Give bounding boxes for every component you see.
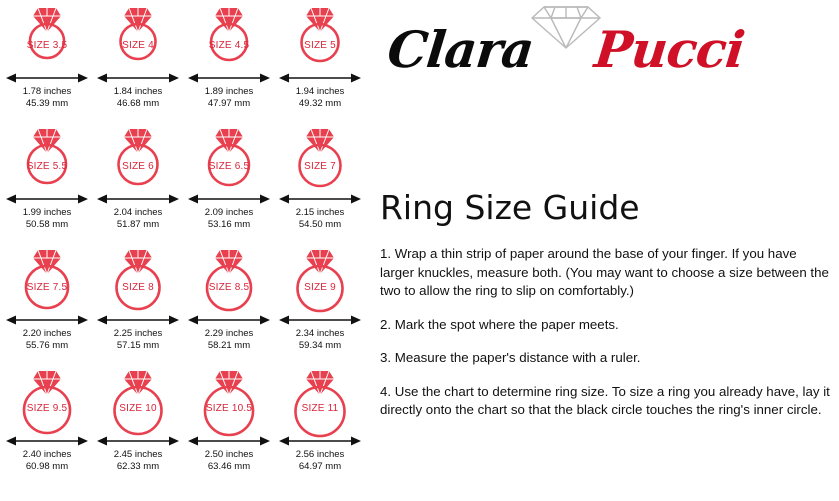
ring-mm: 53.16 mm [207,218,251,230]
ring-mm: 63.46 mm [207,460,251,472]
ring-illustration [93,365,183,439]
ring-size-label: SIZE 10 [119,403,157,414]
ring-illustration [2,244,92,318]
ring-mm: 47.97 mm [207,97,251,109]
measurement-arrow-icon [184,313,274,325]
ring-size-label: SIZE 4.5 [208,40,250,51]
ring-size-cell [184,2,274,123]
ring-svg [93,123,183,197]
ring-inches: 2.45 inches [113,449,163,460]
ring-illustration [184,365,274,439]
ring-measurement [93,328,183,351]
ring-measurement [184,449,274,472]
ring-size-cell [2,2,92,123]
ring-mm: 58.21 mm [207,339,251,351]
ring-measurement [93,207,183,230]
ring-measurement [184,207,274,230]
ring-size-cell [184,123,274,244]
measurement-arrow-icon [93,313,183,325]
ring-mm: 64.97 mm [298,460,342,472]
ring-svg [2,365,92,439]
ring-size-label: SIZE 10.5 [205,403,253,414]
ring-illustration [2,123,92,197]
ring-mm: 51.87 mm [116,218,160,230]
measurement-arrow-icon [2,192,92,204]
ring-inches: 2.20 inches [22,328,72,339]
ring-inches: 1.99 inches [22,207,72,218]
ring-mm: 55.76 mm [25,339,69,351]
ring-measurement [275,449,365,472]
ring-size-cell [2,365,92,486]
ring-size-cell [93,365,183,486]
instruction-step: 1. Wrap a thin strip of paper around the base of your finger. If you have larger knuckles, measure both. (You may want to choose a size between the two to allow the ring to slip on comfortably.) [380,246,829,298]
ring-size-label: SIZE 4 [122,40,154,51]
ring-mm: 49.32 mm [298,97,342,109]
ring-svg [93,244,183,318]
ring-svg [275,244,365,318]
ring-size-label: SIZE 8 [122,282,154,293]
ring-illustration [2,2,92,76]
ring-size-cell [184,365,274,486]
ring-svg [184,365,274,439]
ring-measurement [2,449,92,472]
ring-illustration [184,2,274,76]
ring-svg [2,123,92,197]
ring-inches: 1.78 inches [22,86,72,97]
ring-measurement [2,328,92,351]
ring-mm: 54.50 mm [298,218,342,230]
ring-measurement [184,86,274,109]
measurement-arrow-icon [275,313,365,325]
ring-size-label: SIZE 8.5 [208,282,250,293]
measurement-arrow-icon [275,192,365,204]
ring-size-label: SIZE 3.5 [26,40,68,51]
ring-svg [275,2,365,76]
measurement-arrow-icon [2,71,92,83]
brand-name-first: Clara [384,20,537,79]
ring-svg [275,365,365,439]
measurement-arrow-icon [2,434,92,446]
measurement-arrow-icon [93,71,183,83]
ring-size-cell [275,365,365,486]
ring-inches: 2.04 inches [113,207,163,218]
measurement-arrow-icon [184,192,274,204]
ring-mm: 59.34 mm [298,339,342,351]
instruction-step: 2. Mark the spot where the paper meets. [380,316,619,332]
ring-inches: 2.50 inches [204,449,254,460]
ring-mm: 62.33 mm [116,460,160,472]
ring-size-cell [275,123,365,244]
ring-size-label: SIZE 6 [122,161,154,172]
ring-size-label: SIZE 6.5 [208,161,250,172]
ring-size-cell [93,244,183,365]
ring-size-label: SIZE 5 [304,40,336,51]
ring-measurement [93,449,183,472]
ring-size-label: SIZE 7 [304,161,336,172]
ring-illustration [275,123,365,197]
instruction-step: 4. Use the chart to determine ring size. To size a ring you already have, lay it directly onto the chart so that the black circle touches the ring's inner circle. [380,383,830,417]
ring-mm: 46.68 mm [116,97,160,109]
measurement-arrow-icon [184,434,274,446]
measurement-arrow-icon [275,71,365,83]
ring-measurement [275,207,365,230]
ring-measurement [2,86,92,109]
ring-inches: 1.94 inches [295,86,345,97]
ring-size-cell [93,2,183,123]
ring-illustration [93,123,183,197]
ring-svg [93,2,183,76]
ring-measurement [2,207,92,230]
ring-mm: 57.15 mm [116,339,160,351]
ring-illustration [2,365,92,439]
ring-size-label: SIZE 9 [304,282,336,293]
ring-inches: 2.09 inches [204,207,254,218]
ring-inches: 2.29 inches [204,328,254,339]
ring-size-cell [93,123,183,244]
ring-illustration [93,244,183,318]
ring-measurement [184,328,274,351]
ring-inches: 2.15 inches [295,207,345,218]
ring-size-cell [2,244,92,365]
instruction-list [380,245,830,435]
ring-svg [93,365,183,439]
ring-illustration [275,2,365,76]
ring-mm: 50.58 mm [25,218,69,230]
ring-measurement [275,86,365,109]
ring-size-label: SIZE 9.5 [26,403,68,414]
measurement-arrow-icon [2,313,92,325]
ring-svg [2,2,92,76]
ring-inches: 1.84 inches [113,86,163,97]
measurement-arrow-icon [93,434,183,446]
ring-svg [184,2,274,76]
ring-svg [275,123,365,197]
measurement-arrow-icon [184,71,274,83]
ring-size-cell [184,244,274,365]
page-title: Ring Size Guide [380,188,640,227]
ring-mm: 60.98 mm [25,460,69,472]
guide-panel [370,0,839,501]
ring-size-cell [275,2,365,123]
ring-size-cell [2,123,92,244]
ring-illustration [93,2,183,76]
ring-mm: 45.39 mm [25,97,69,109]
ring-illustration [275,365,365,439]
ring-illustration [275,244,365,318]
ring-svg [2,244,92,318]
ring-inches: 1.89 inches [204,86,254,97]
ring-measurement [275,328,365,351]
ring-size-label: SIZE 5.5 [26,161,68,172]
ring-size-chart [0,0,362,501]
measurement-arrow-icon [275,434,365,446]
ring-svg [184,123,274,197]
ring-size-label: SIZE 11 [301,403,339,414]
instruction-step: 3. Measure the paper's distance with a ruler. [380,350,641,365]
ring-inches: 2.34 inches [295,328,345,339]
ring-illustration [184,244,274,318]
ring-measurement [93,86,183,109]
ring-inches: 2.40 inches [22,449,72,460]
brand-name-second: Pucci [591,20,747,79]
ring-size-cell [275,244,365,365]
ring-inches: 2.56 inches [295,449,345,460]
brand-logo [380,2,780,94]
ring-svg [184,244,274,318]
ring-size-label: SIZE 7.5 [26,282,68,293]
ring-illustration [184,123,274,197]
ring-inches: 2.25 inches [113,328,163,339]
measurement-arrow-icon [93,192,183,204]
